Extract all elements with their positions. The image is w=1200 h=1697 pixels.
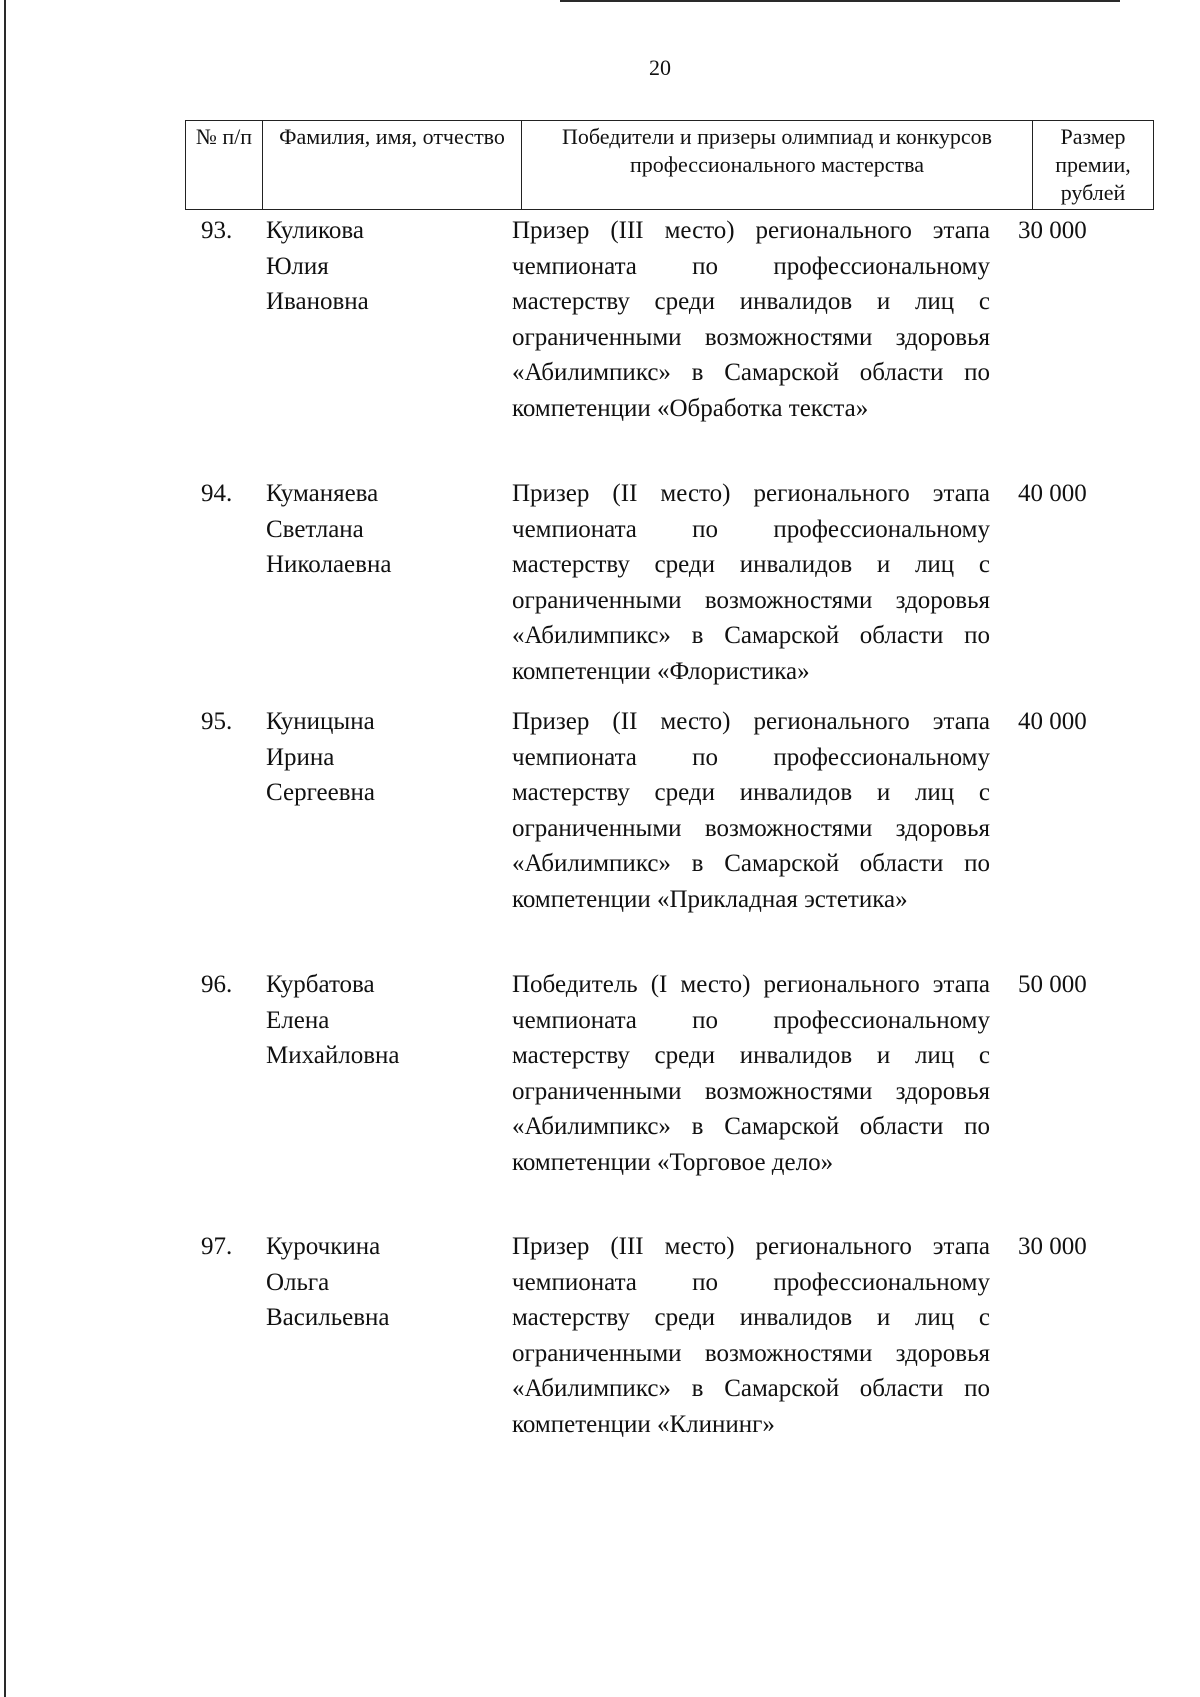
row-name xyxy=(266,1229,496,1336)
row-first-name: Ольга xyxy=(266,1268,330,1296)
header-description: Победители и призеры олимпиад и конкурсов профессионального мастерства xyxy=(522,121,1033,210)
row-amount: 30 000 xyxy=(1018,1233,1087,1260)
row-first-name: Ирина xyxy=(266,743,335,771)
header-num: № п/п xyxy=(186,121,263,210)
row-patronymic: Васильевна xyxy=(266,1304,390,1331)
row-first-name: Елена xyxy=(266,1006,330,1034)
row-surname: Куницына xyxy=(266,708,375,735)
header-amount: Размер премии, рублей xyxy=(1033,121,1154,210)
row-amount: 40 000 xyxy=(1018,708,1087,735)
row-name xyxy=(266,967,496,1074)
page-number: 20 xyxy=(649,55,671,80)
row-patronymic: Николаевна xyxy=(266,551,392,578)
row-number: 95. xyxy=(201,708,233,735)
row-number: 96. xyxy=(201,971,233,998)
row-surname: Курбатова xyxy=(266,971,375,998)
page-top-edge xyxy=(560,0,1120,2)
row-name xyxy=(266,476,496,583)
row-patronymic: Михайловна xyxy=(266,1042,400,1069)
row-number: 94. xyxy=(201,480,233,507)
row-surname: Куманяева xyxy=(266,480,379,507)
row-first-name: Юлия xyxy=(266,252,329,280)
row-first-name: Светлана xyxy=(266,515,364,543)
row-number: 93. xyxy=(201,217,233,244)
row-surname: Курочкина xyxy=(266,1233,381,1260)
row-amount: 40 000 xyxy=(1018,480,1087,507)
row-amount: 30 000 xyxy=(1018,217,1087,244)
row-patronymic: Сергеевна xyxy=(266,779,375,806)
table-header xyxy=(185,120,1154,210)
row-patronymic: Ивановна xyxy=(266,288,369,315)
row-description: Призер (III место) регионального этапа чемпионата по профессиональному мастерству среди инвалидов и лиц с ограниченными возможностями здоровья «Абилимпикс» в Самарской области по компетенции «Клининг» xyxy=(512,1233,990,1438)
row-description: Призер (II место) регионального этапа чемпионата по профессиональному мастерству среди инвалидов и лиц с ограниченными возможностями здоровья «Абилимпикс» в Самарской области по компетенции «Прикладная эстетика» xyxy=(512,708,990,913)
row-number: 97. xyxy=(201,1233,233,1260)
row-name xyxy=(266,213,496,320)
row-amount: 50 000 xyxy=(1018,971,1087,998)
header-name: Фамилия, имя, отчество xyxy=(263,121,522,210)
row-description: Призер (III место) регионального этапа чемпионата по профессиональному мастерству среди инвалидов и лиц с ограниченными возможностями здоровья «Абилимпикс» в Самарской области по компетенции «Обработка текста» xyxy=(512,217,990,422)
page-left-edge xyxy=(4,0,6,1697)
row-description: Призер (II место) регионального этапа чемпионата по профессиональному мастерству среди инвалидов и лиц с ограниченными возможностями здоровья «Абилимпикс» в Самарской области по компетенции «Флористика» xyxy=(512,480,990,685)
row-name xyxy=(266,704,496,811)
row-surname: Куликова xyxy=(266,217,364,244)
row-description: Победитель (I место) регионального этапа чемпионата по профессиональному мастерству среди инвалидов и лиц с ограниченными возможностями здоровья «Абилимпикс» в Самарской области по компетенции «Торговое дело» xyxy=(512,971,990,1176)
